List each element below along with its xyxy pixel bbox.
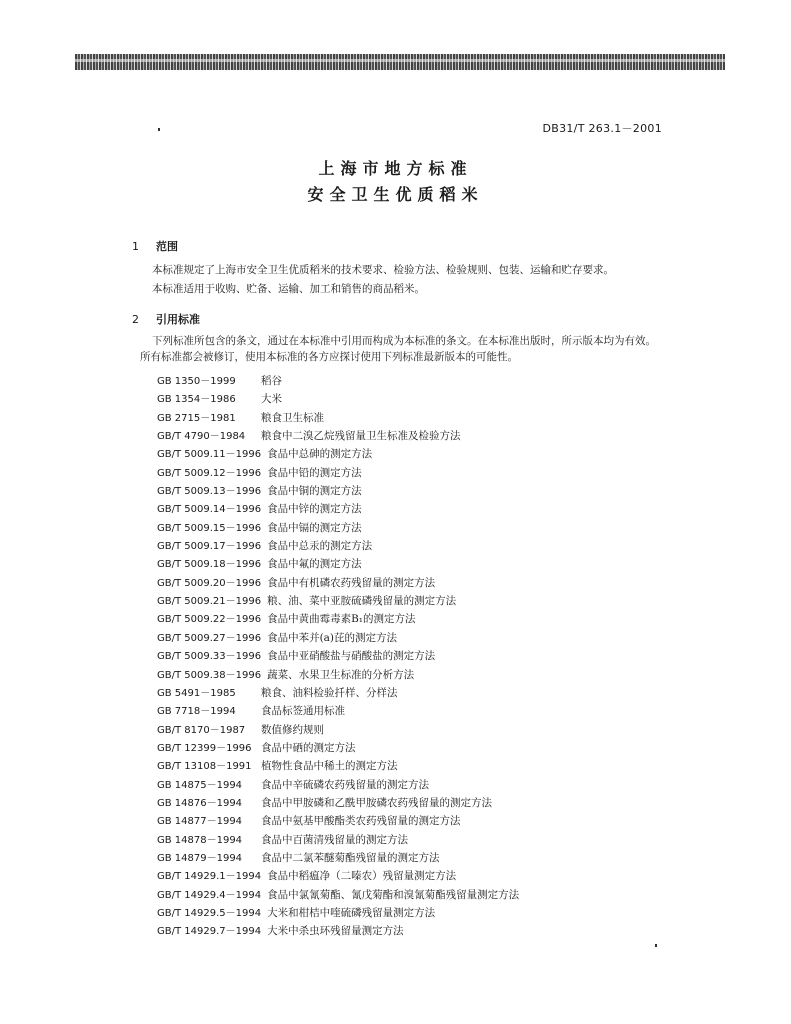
reference-item xyxy=(157,574,519,592)
reference-code: GB/T 5009.18－1996 xyxy=(157,559,262,571)
section-heading-references xyxy=(132,311,200,327)
reference-title: 大米中杀虫环残留量测定方法 xyxy=(267,925,404,938)
reference-code: GB 14879－1994 xyxy=(157,852,243,864)
reference-title: 食品中辛硫磷农药残留量的测定方法 xyxy=(261,778,429,791)
reference-code: GB 14876－1994 xyxy=(157,797,243,809)
reference-title: 食品中百菌清残留量的测定方法 xyxy=(261,833,408,846)
section-heading-scope xyxy=(132,238,178,254)
section-number: 1 xyxy=(132,240,139,253)
reference-title: 食品中二氯苯醚菊酯残留量的测定方法 xyxy=(261,851,440,864)
reference-title: 食品中硒的测定方法 xyxy=(261,741,356,754)
standard-code: DB31/T 263.1－2001 xyxy=(542,122,662,135)
scan-artifact-band xyxy=(75,54,725,70)
reference-title: 食品中苯并(a)芘的测定方法 xyxy=(267,631,398,644)
reference-item xyxy=(157,922,519,940)
references-intro: 下列标准所包含的条文，通过在本标准中引用而构成为本标准的条文。在本标准出版时，所示版本均为有效。所有标准都会被修订，使用本标准的各方应探讨使用下列标准最新版本的可能性。 xyxy=(140,335,656,363)
reference-code: GB/T 5009.33－1996 xyxy=(157,651,262,663)
reference-code: GB/T 5009.20－1996 xyxy=(157,577,262,589)
reference-code: GB/T 5009.21－1996 xyxy=(157,596,262,608)
reference-code: GB/T 5009.13－1996 xyxy=(157,486,262,498)
reference-code: GB 1354－1986 xyxy=(157,394,236,406)
document-title-line1: 上海市地方标准 xyxy=(318,159,473,178)
reference-code: GB/T 5009.15－1996 xyxy=(157,522,262,534)
reference-item xyxy=(157,794,519,812)
reference-title: 食品中亚硝酸盐与硝酸盐的测定方法 xyxy=(267,650,436,663)
reference-item xyxy=(157,702,519,720)
reference-code: GB/T 12399－1996 xyxy=(157,742,252,754)
reference-item xyxy=(157,666,519,684)
reference-item xyxy=(157,519,519,537)
reference-title: 食品中镉的测定方法 xyxy=(267,521,362,534)
reference-code: GB/T 5009.11－1996 xyxy=(157,449,262,461)
scan-speck xyxy=(655,944,657,947)
reference-code: GB/T 5009.27－1996 xyxy=(157,632,262,644)
section-title: 引用标准 xyxy=(156,313,200,326)
reference-title: 稻谷 xyxy=(261,375,282,387)
reference-title: 粮食、油料检验扦样、分样法 xyxy=(261,686,398,699)
reference-code: GB 14875－1994 xyxy=(157,779,243,791)
reference-item xyxy=(157,555,519,573)
reference-code: GB 7718－1994 xyxy=(157,706,236,718)
reference-code: GB 14878－1994 xyxy=(157,834,243,846)
reference-title: 植物性食品中稀土的测定方法 xyxy=(261,760,398,773)
reference-item xyxy=(157,849,519,867)
reference-item xyxy=(157,867,519,885)
reference-item xyxy=(157,537,519,555)
reference-item xyxy=(157,629,519,647)
reference-code: GB/T 5009.17－1996 xyxy=(157,541,262,553)
reference-title: 粮、油、菜中亚胺硫磷残留量的测定方法 xyxy=(267,595,457,608)
reference-item xyxy=(157,500,519,518)
reference-item xyxy=(157,482,519,500)
reference-item xyxy=(157,464,519,482)
reference-code: GB/T 5009.38－1996 xyxy=(157,669,262,681)
reference-title: 数值修约规则 xyxy=(261,723,324,736)
reference-title: 食品中稻瘟净（二嗪农）残留量测定方法 xyxy=(267,870,457,883)
reference-item xyxy=(157,409,519,427)
reference-code: GB/T 5009.22－1996 xyxy=(157,614,262,626)
reference-title: 粮食卫生标准 xyxy=(261,411,324,424)
reference-item xyxy=(157,610,519,628)
reference-item xyxy=(157,812,519,830)
reference-code: GB 5491－1985 xyxy=(157,687,236,699)
reference-title: 食品中黄曲霉毒素B₁的测定方法 xyxy=(267,613,416,626)
reference-item xyxy=(157,757,519,775)
reference-code: GB 1350－1999 xyxy=(157,376,236,387)
reference-code: GB/T 13108－1991 xyxy=(157,761,252,773)
reference-item xyxy=(157,427,519,445)
reference-code: GB 14877－1994 xyxy=(157,816,243,828)
reference-item xyxy=(157,647,519,665)
reference-item xyxy=(157,445,519,463)
reference-title: 食品标签通用标准 xyxy=(261,705,345,718)
reference-title: 食品中总砷的测定方法 xyxy=(267,448,373,461)
reference-title: 大米和柑桔中喹硫磷残留量测定方法 xyxy=(267,906,436,919)
reference-title: 食品中总汞的测定方法 xyxy=(267,540,373,553)
reference-title: 食品中铜的测定方法 xyxy=(267,485,362,498)
section-number: 2 xyxy=(132,313,139,326)
reference-code: GB/T 14929.4－1994 xyxy=(157,889,262,901)
reference-item xyxy=(157,739,519,757)
reference-code: GB/T 5009.14－1996 xyxy=(157,504,262,516)
reference-item xyxy=(157,831,519,849)
reference-item xyxy=(157,372,519,390)
reference-title: 蔬菜、水果卫生标准的分析方法 xyxy=(267,668,415,681)
reference-title: 粮食中二溴乙烷残留量卫生标准及检验方法 xyxy=(261,430,461,443)
scan-speck xyxy=(158,128,160,131)
scope-paragraph-2: 本标准适用于收购、贮备、运输、加工和销售的商品稻米。 xyxy=(152,283,425,295)
reference-code: GB 2715－1981 xyxy=(157,412,236,424)
reference-code: GB/T 5009.12－1996 xyxy=(157,467,262,479)
reference-title: 食品中铅的测定方法 xyxy=(267,466,362,479)
reference-item xyxy=(157,776,519,794)
reference-code: GB/T 14929.5－1994 xyxy=(157,907,262,919)
reference-item xyxy=(157,886,519,904)
reference-title: 食品中氟的测定方法 xyxy=(267,558,362,571)
reference-list xyxy=(157,372,519,941)
reference-title: 食品中有机磷农药残留量的测定方法 xyxy=(267,576,436,589)
reference-title: 食品中锌的测定方法 xyxy=(267,503,362,516)
reference-title: 大米 xyxy=(261,393,282,406)
reference-item xyxy=(157,684,519,702)
reference-item xyxy=(157,904,519,922)
reference-code: GB/T 14929.7－1994 xyxy=(157,926,262,938)
section-title: 范围 xyxy=(156,240,178,253)
reference-title: 食品中氯氰菊酯、氰戊菊酯和溴氰菊酯残留量测定方法 xyxy=(267,888,520,901)
document-title-line2: 安全卫生优质稻米 xyxy=(307,185,484,204)
reference-code: GB/T 8170－1987 xyxy=(157,724,246,736)
reference-item xyxy=(157,592,519,610)
reference-code: GB/T 4790－1984 xyxy=(157,431,246,443)
reference-item xyxy=(157,390,519,408)
reference-title: 食品中甲胺磷和乙酰甲胺磷农药残留量的测定方法 xyxy=(261,796,492,809)
reference-code: GB/T 14929.1－1994 xyxy=(157,871,262,883)
reference-title: 食品中氨基甲酸酯类农药残留量的测定方法 xyxy=(261,815,461,828)
reference-item xyxy=(157,721,519,739)
scope-paragraph-1: 本标准规定了上海市安全卫生优质稻米的技术要求、检验方法、检验规则、包装、运输和贮存要求。 xyxy=(152,264,614,276)
